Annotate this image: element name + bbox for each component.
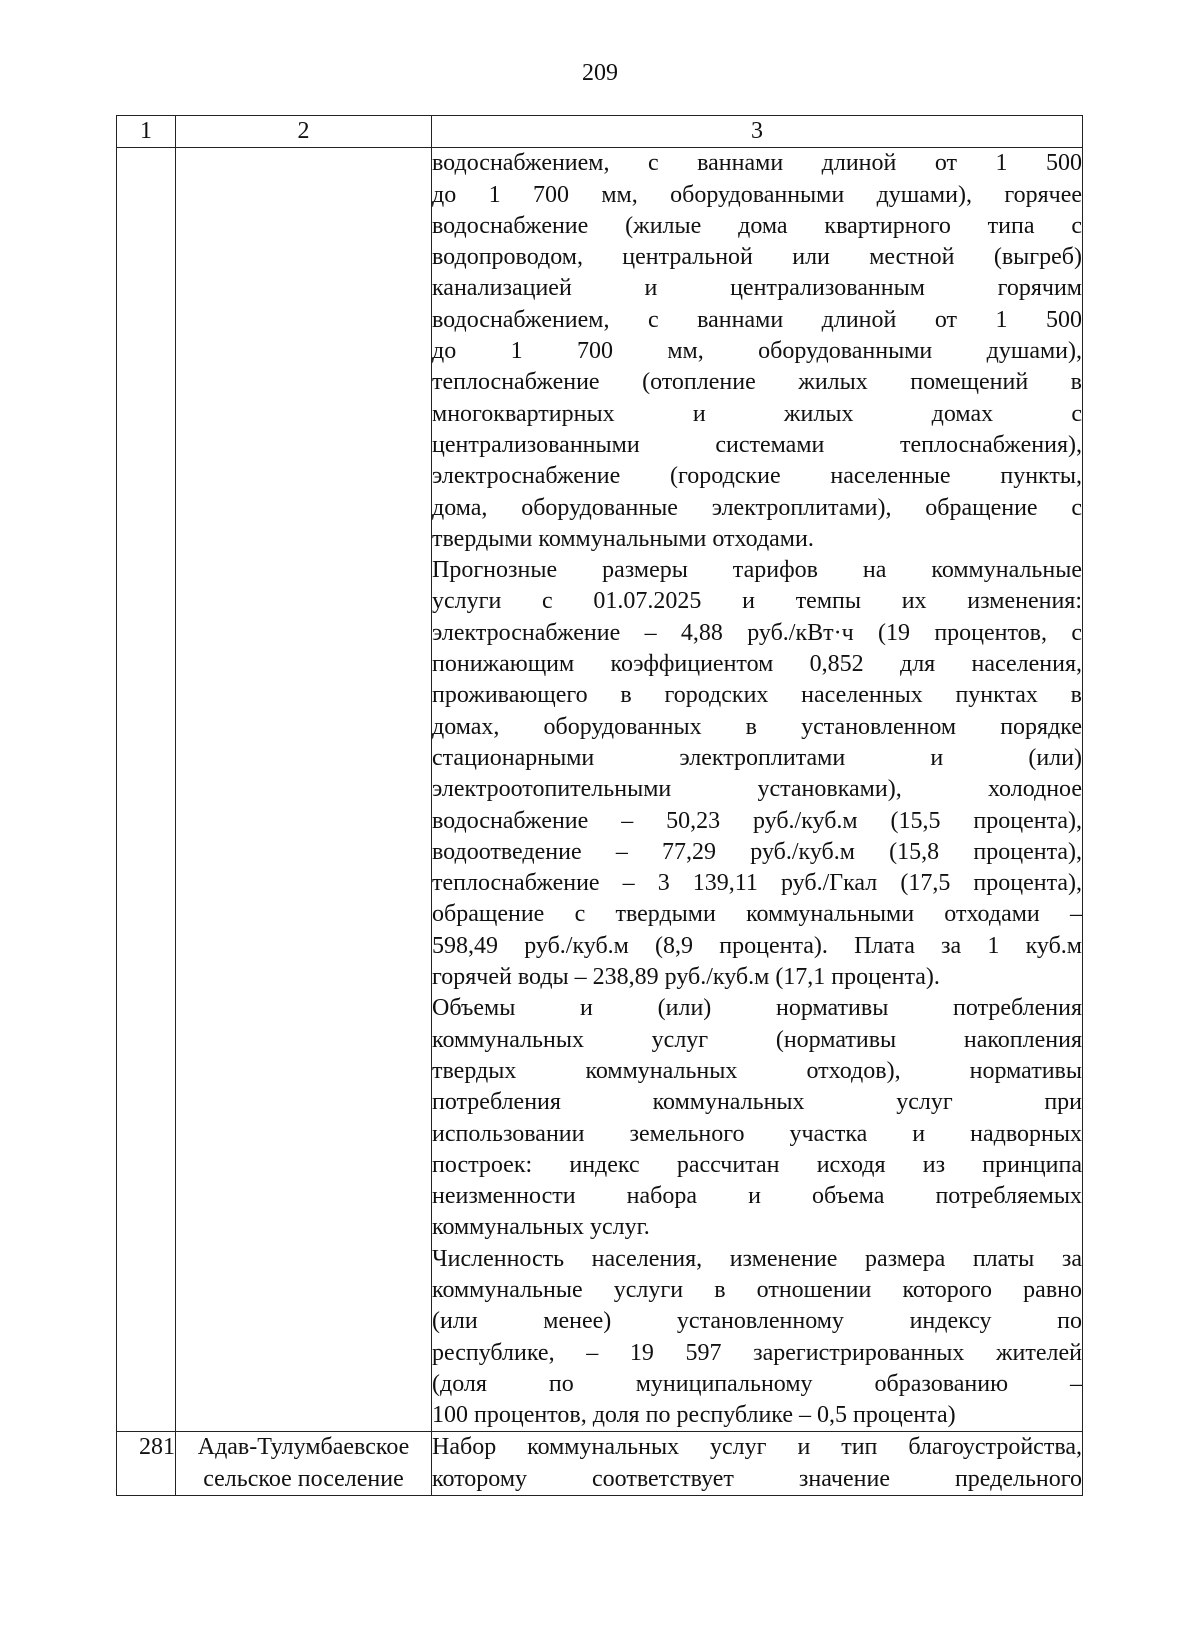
- description-line: домах, оборудованных в установленном порядке: [432, 713, 1082, 740]
- description-line: 598,49 руб./куб.м (8,9 процента). Плата за 1 куб.м: [432, 932, 1082, 959]
- description-line: обращение с твердыми коммунальными отходами –: [432, 901, 1082, 928]
- description-line: электроотопительными установками), холодное: [432, 776, 1082, 803]
- description-line: горячей воды – 238,89 руб./куб.м (17,1 процента).: [432, 964, 940, 991]
- row-settlement-name: [176, 1432, 432, 1496]
- description-line: Численность населения, изменение размера платы за: [432, 1245, 1082, 1272]
- description-line: водоснабжением, с ваннами длиной от 1 500: [432, 150, 1082, 177]
- description-line: коммунальные услуги в отношении которого равно: [432, 1276, 1082, 1303]
- description-line: канализацией и централизованным горячим: [432, 275, 1082, 302]
- description-line: построек: индекс рассчитан исходя из принципа: [432, 1151, 1082, 1178]
- description-line: до 1 700 мм, оборудованными душами),: [432, 338, 1082, 365]
- page-number: 209: [582, 60, 618, 86]
- description-line: водоснабжение (жилые дома квартирного типа с: [432, 212, 1082, 239]
- header-col-3: 3: [432, 116, 1083, 148]
- description-line: (доля по муниципальному образованию –: [432, 1370, 1082, 1397]
- description-line: использовании земельного участка и надворных: [432, 1120, 1082, 1147]
- description-line: которому соответствует значение предельного: [432, 1465, 1082, 1492]
- settlement-name-line: сельское поселение: [203, 1465, 404, 1492]
- description-line: коммунальных услуг (нормативы накопления: [432, 1026, 1082, 1053]
- description-line: (или менее) установленному индексу по: [432, 1308, 1082, 1335]
- description-line: водоотведение – 77,29 руб./куб.м (15,8 процента),: [432, 838, 1082, 865]
- description-line: теплоснабжение (отопление жилых помещений в: [432, 369, 1082, 396]
- description-line: стационарными электроплитами и (или): [432, 744, 1082, 771]
- description-line: электроснабжение – 4,88 руб./кВт·ч (19 процентов, с: [432, 619, 1082, 646]
- description-line: до 1 700 мм, оборудованными душами), горячее: [432, 181, 1082, 208]
- row-description: [432, 148, 1083, 1432]
- description-line: Прогнозные размеры тарифов на коммунальные: [432, 557, 1082, 584]
- table-row: [117, 1432, 1083, 1496]
- description-line: централизованными системами теплоснабжения),: [432, 431, 1082, 458]
- description-line: водопроводом, центральной или местной (выгреб): [432, 244, 1082, 271]
- row-number: 281: [117, 1432, 176, 1496]
- row-settlement-name: [176, 148, 432, 1432]
- description-line: коммунальных услуг.: [432, 1214, 650, 1241]
- description-line: республике, – 19 597 зарегистрированных жителей: [432, 1339, 1082, 1366]
- header-col-1: 1: [117, 116, 176, 148]
- settlement-name-line: Адав-Тулумбаевское: [197, 1434, 410, 1461]
- row-description: [432, 1432, 1083, 1496]
- row-number: [117, 148, 176, 1432]
- description-line: 100 процентов, доля по республике – 0,5 процента): [432, 1402, 956, 1429]
- header-col-2: 2: [176, 116, 432, 148]
- description-line: дома, оборудованные электроплитами), обращение с: [432, 494, 1082, 521]
- description-line: Набор коммунальных услуг и тип благоустройства,: [432, 1434, 1082, 1461]
- table-header-row: [117, 116, 1083, 148]
- description-line: понижающим коэффициентом 0,852 для населения,: [432, 651, 1082, 678]
- description-line: услуги с 01.07.2025 и темпы их изменения:: [432, 588, 1082, 615]
- description-line: твердых коммунальных отходов), нормативы: [432, 1057, 1082, 1084]
- description-line: электроснабжение (городские населенные пункты,: [432, 463, 1082, 490]
- table-row: [117, 148, 1083, 1432]
- description-line: неизменности набора и объема потребляемых: [432, 1183, 1082, 1210]
- description-line: водоснабжение – 50,23 руб./куб.м (15,5 процента),: [432, 807, 1082, 834]
- description-line: твердыми коммунальными отходами.: [432, 525, 814, 552]
- description-line: Объемы и (или) нормативы потребления: [432, 995, 1082, 1022]
- description-line: водоснабжением, с ваннами длиной от 1 500: [432, 306, 1082, 333]
- tariff-table: [116, 115, 1083, 1496]
- description-line: теплоснабжение – 3 139,11 руб./Гкал (17,5 процента),: [432, 870, 1082, 897]
- description-line: многоквартирных и жилых домах с: [432, 400, 1082, 427]
- description-line: проживающего в городских населенных пунктах в: [432, 682, 1082, 709]
- description-line: потребления коммунальных услуг при: [432, 1089, 1082, 1116]
